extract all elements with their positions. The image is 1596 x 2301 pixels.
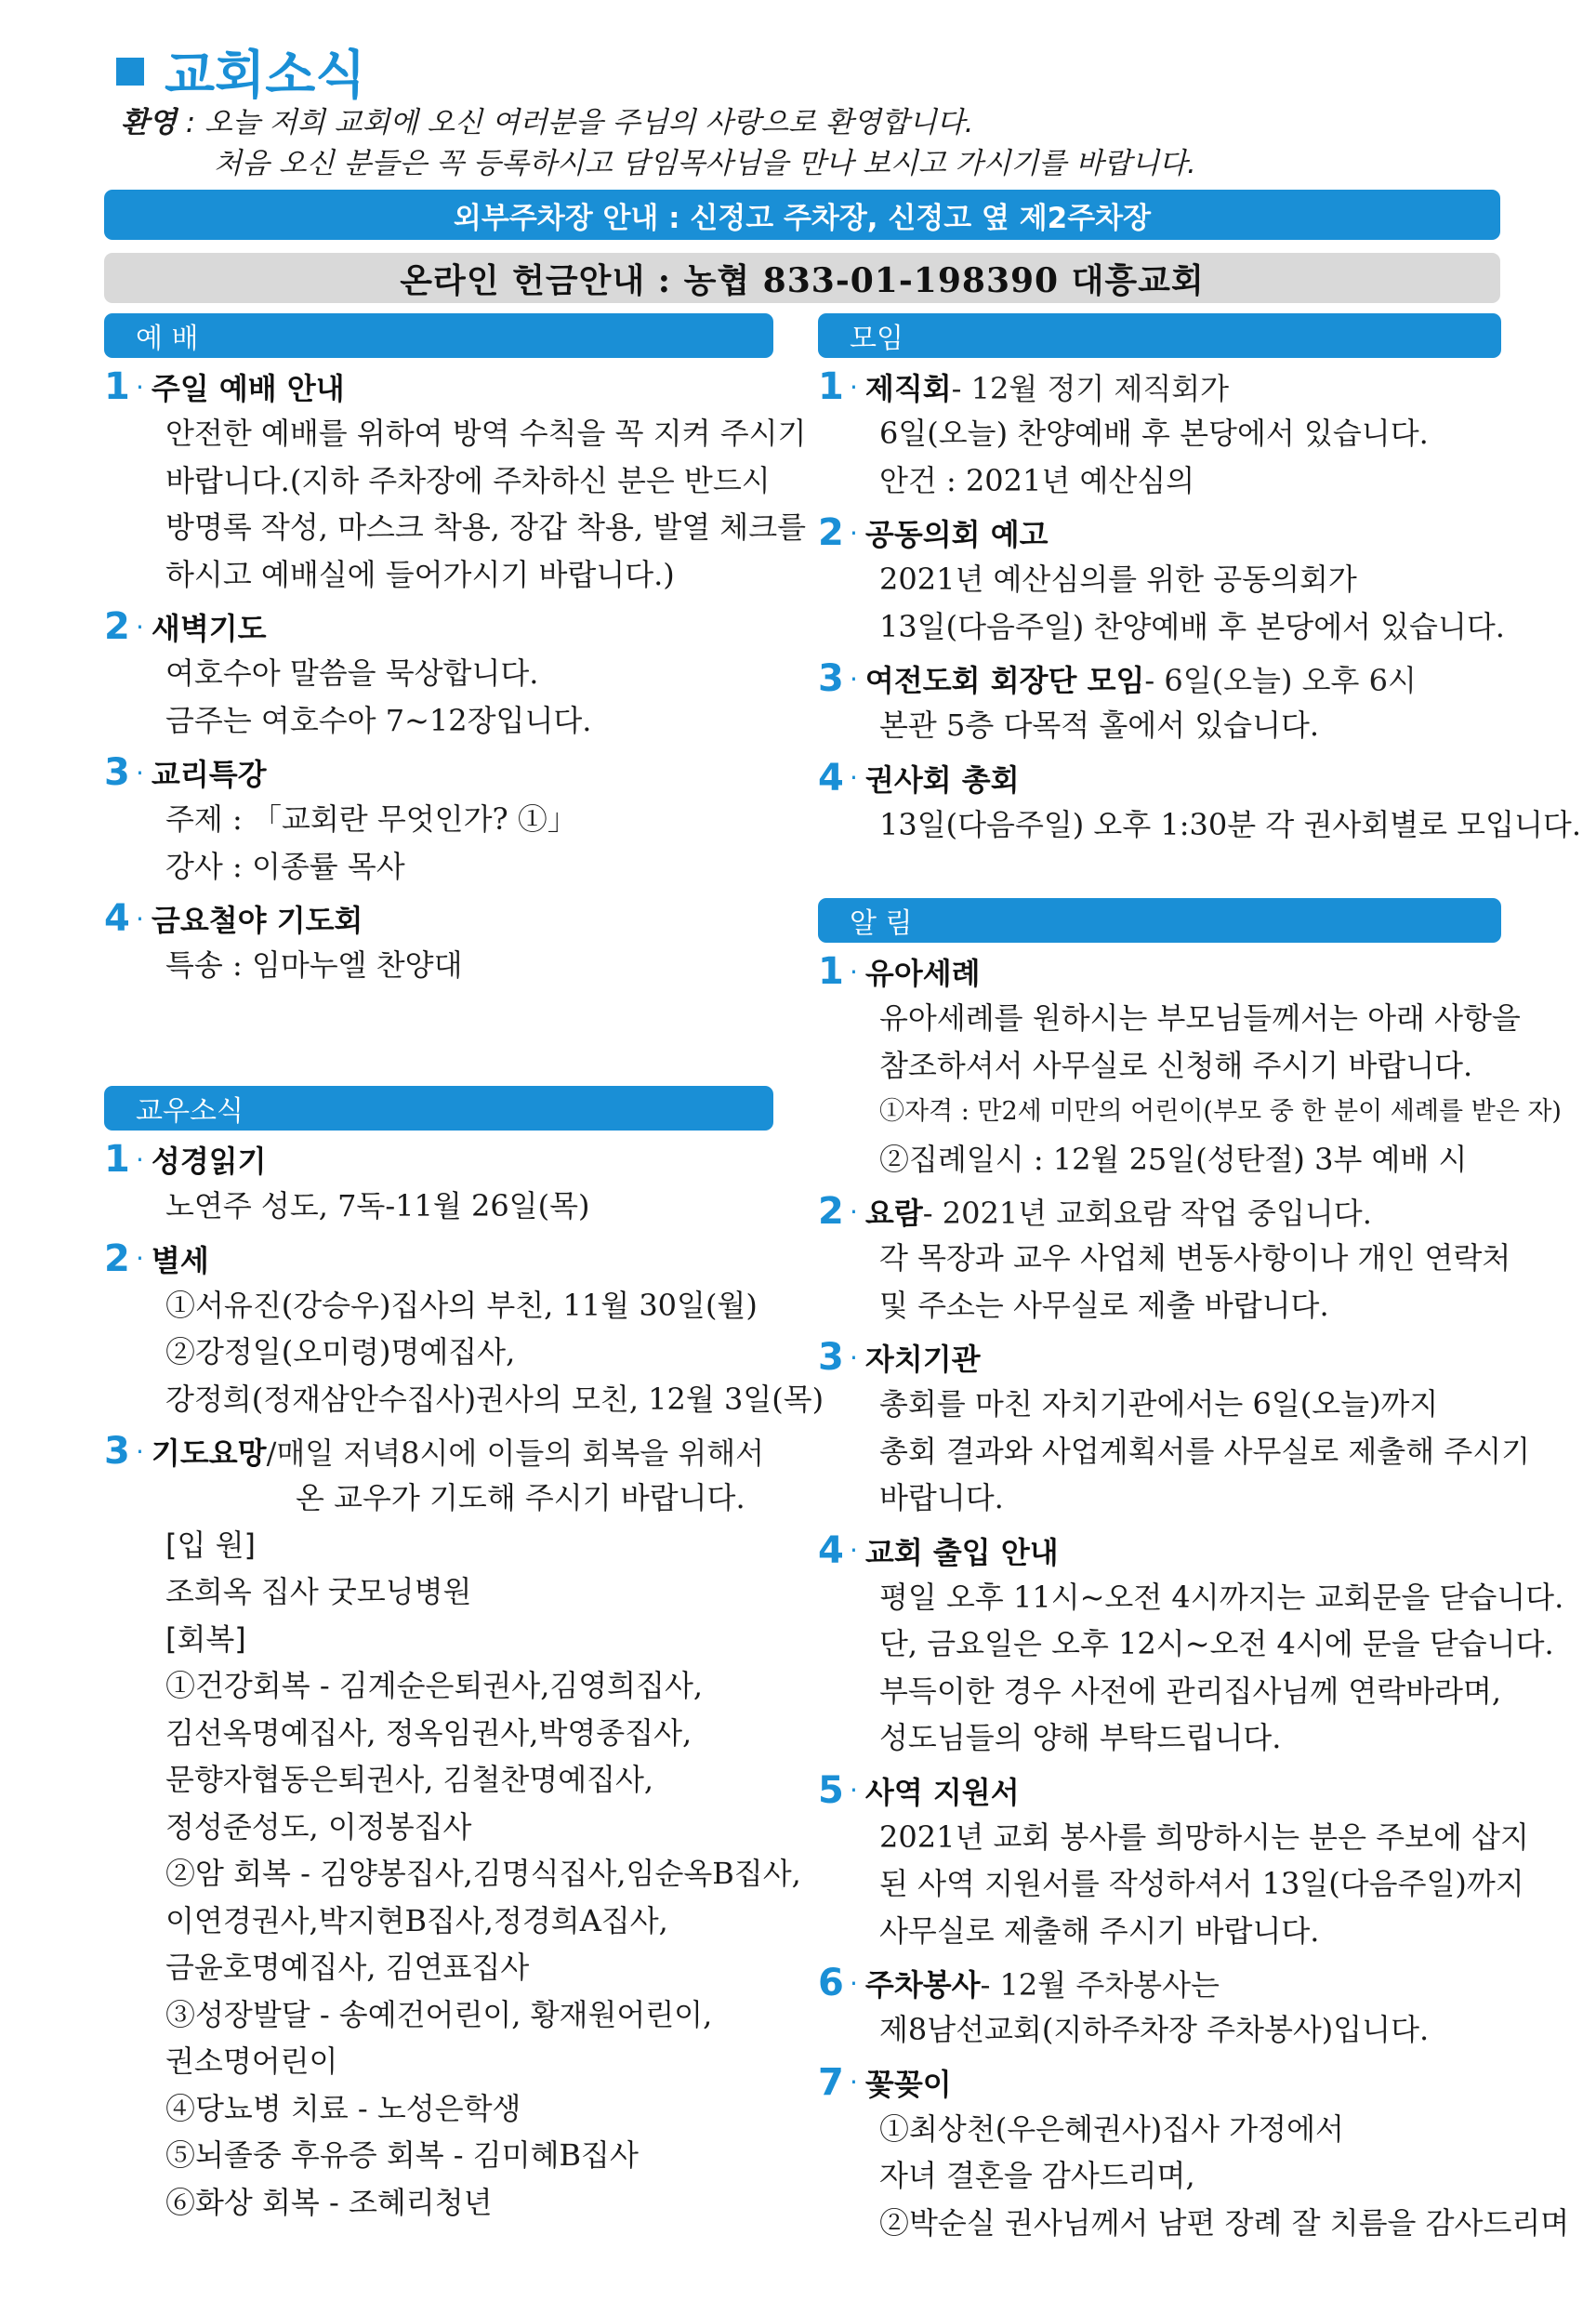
item-line: 총회를 마친 자치기관에서는 6일(오늘)까지 [879,1386,1439,1422]
item-line: 부득이한 경우 사전에 관리집사님께 연락바라며, [879,1673,1502,1709]
bullet-dot-icon: · [850,663,858,694]
item-title: 주일 예배 안내 [151,371,345,406]
item-heading [818,755,1501,801]
item-line: 온 교우가 기도해 주시기 바랍니다. [296,1480,745,1515]
list-item [818,1767,1529,1955]
item-line: ④당뇨병 치료 - 노성은학생 [165,2090,521,2126]
welcome-line-1: : 오늘 저희 교회에 오신 여러분을 주님의 사랑으로 환영합니다. [176,106,974,139]
item-number: 4 [104,897,130,940]
offering-banner: 온라인 헌금안내 : 농협 833-01-198390 대흥교회 [104,253,1500,303]
bullet-dot-icon: · [136,757,144,788]
bullet-dot-icon: · [850,1342,858,1373]
list-item [104,1236,824,1423]
item-line: 강사 : 이종률 목사 [165,848,405,884]
item-line: 안건 : 2021년 예산심의 [879,462,1195,498]
item-title: 여전도회 회장단 모임 [864,663,1145,698]
item-line: 정성준성도, 이정봉집사 [165,1808,472,1845]
item-number: 1 [104,1138,130,1181]
item-number: 2 [104,605,130,648]
bullet-dot-icon: · [850,371,858,403]
item-line: ②집례일시 : 12월 25일(성탄절) 3부 예배 시 [879,1141,1468,1177]
list-item [104,1428,801,2226]
item-line: ①자격 : 만2세 미만의 어린이(부모 중 한 분이 세례를 받은 자) [879,1097,1562,1126]
bullet-dot-icon: · [850,1775,858,1805]
item-title-detail: - 2021년 교회요람 작업 중입니다. [922,1196,1372,1231]
item-title-detail: - 12월 정기 제직회가 [951,371,1230,406]
item-line: 제8남선교회(지하주차장 주차봉사)입니다. [879,2012,1430,2047]
welcome-label: 환영 [121,106,177,139]
item-line: 13일(다음주일) 찬양예배 후 본당에서 있습니다. [879,608,1505,644]
list-item [818,1188,1511,1329]
list-item [104,364,807,598]
list-item [104,603,773,744]
list-item [818,948,1562,1183]
item-line: 참조하셔서 사무실로 신청해 주시기 바랍니다. [879,1047,1473,1083]
item-line: 자녀 결혼을 감사드리며, [879,2158,1195,2193]
bullet-dot-icon: · [136,371,144,403]
item-number: 7 [818,2060,844,2104]
meetings-list [818,364,1581,848]
item-line: 및 주소는 사무실로 제출 바랍니다. [879,1287,1329,1323]
item-heading [104,364,773,410]
item-number: 2 [104,1236,130,1280]
item-heading [818,509,1501,556]
item-title: 별세 [151,1242,209,1278]
item-heading [104,603,773,650]
item-heading [818,1188,1501,1235]
item-line: 사무실로 제출해 주시기 바랍니다. [879,1912,1320,1949]
item-heading [818,1960,1501,2006]
bullet-dot-icon: · [136,1435,144,1467]
bullet-dot-icon: · [850,956,858,987]
item-line: 13일(다음주일) 오후 1:30분 각 권사회별로 모입니다. [879,806,1581,842]
item-line: [입 원] [165,1527,256,1563]
bullet-dot-icon: · [850,1967,858,1999]
list-item [818,509,1505,650]
item-title: 금요철야 기도회 [151,903,363,938]
item-title-detail: - 6일(오늘) 오후 6시 [1144,663,1417,698]
item-line: ③성장발달 - 송예건어린이, 황재원어린이, [165,1996,713,2032]
notices-list [818,948,1570,2246]
item-line: ②암 회복 - 김양봉집사,김명식집사,임순옥B집사, [165,1856,801,1891]
item-line: ②강정일(오미령)명예집사, [165,1334,516,1369]
list-item [104,749,773,890]
item-line: ①건강회복 - 김계순은퇴권사,김영희집사, [165,1668,704,1703]
item-heading [104,1136,773,1183]
item-number: 2 [818,511,844,554]
item-line: 바랍니다. [879,1480,1004,1515]
page-title: 교회소식 [165,46,366,106]
item-title: 자치기관 [864,1342,981,1377]
item-title: 유아세례 [864,956,981,991]
item-line: ②박순실 권사님께서 남편 장례 잘 치름을 감사드리며 [879,2204,1570,2241]
list-item [818,1334,1531,1522]
welcome-message [121,102,1196,184]
list-item [818,2059,1570,2247]
item-title: 교회 출입 안내 [864,1534,1059,1570]
item-line: 주제 : 「교회란 무엇인가? ①」 [165,801,577,837]
bullet-dot-icon: · [136,611,144,642]
item-number: 6 [818,1962,844,2004]
item-line: 총회 결과와 사업계획서를 사무실로 제출해 주시기 [879,1433,1531,1469]
item-heading [104,1236,773,1282]
item-line: 바랍니다.(지하 주차장에 주차하신 분은 반드시 [165,462,771,498]
item-line: 방명록 작성, 마스크 착용, 장갑 착용, 발열 체크를 [165,509,807,545]
item-line: 본관 5층 다목적 홀에서 있습니다. [879,707,1320,743]
section-header-worship: 예 배 [104,313,773,358]
list-item [104,1136,773,1230]
welcome-line-2: 처음 오신 분들은 꼭 등록하시고 담임목사님을 만나 보시고 가시기를 바랍니다. [214,147,1196,180]
item-line: 단, 금요일은 오후 12시~오전 4시에 문을 닫습니다. [879,1626,1554,1661]
item-number: 1 [104,365,130,408]
bullet-dot-icon: · [136,1144,144,1175]
item-heading [818,948,1501,995]
item-heading [818,364,1501,410]
item-line: ①최상천(우은혜권사)집사 가정에서 [879,2110,1344,2147]
item-title: 주차봉사 [864,1967,981,2003]
list-item [818,364,1501,504]
item-line: 6일(오늘) 찬양예배 후 본당에서 있습니다. [879,416,1429,451]
item-line: 여호수아 말씀을 묵상합니다. [165,655,539,691]
item-line: 2021년 예산심의를 위한 공동의회가 [879,562,1357,597]
list-item [818,1527,1564,1762]
members-list [104,1136,824,2226]
item-title-detail: - 12월 주차봉사는 [980,1967,1220,2003]
item-title-detail: /매일 저녁8시에 이들의 회복을 위해서 [266,1435,765,1471]
item-line: 안전한 예배를 위하여 방역 수칙을 꼭 지켜 주시기 [165,416,807,451]
item-heading [818,1527,1501,1574]
bullet-dot-icon: · [850,762,858,793]
bullet-dot-icon: · [850,2067,858,2097]
item-line: ⑥화상 회복 - 조혜리청년 [165,2184,493,2220]
item-heading [104,895,773,942]
item-heading [818,1334,1501,1381]
square-bullet-icon [116,58,144,86]
item-title: 권사회 총회 [864,761,1020,798]
item-line: ⑤뇌졸중 후유증 회복 - 김미혜B집사 [165,2137,639,2173]
section-header-notices: 알 림 [818,898,1501,943]
item-heading [818,1767,1501,1814]
item-number: 3 [104,751,130,794]
section-header-members: 교우소식 [104,1086,773,1131]
section-header-meetings: 모임 [818,313,1501,358]
bullet-dot-icon: · [850,517,858,549]
item-line: 금주는 여호수아 7~12장입니다. [165,702,592,738]
item-line: 유아세례를 원하시는 부모님들께서는 아래 사항을 [879,1000,1521,1036]
page-header [116,39,365,104]
item-line: 평일 오후 11시~오전 4시까지는 교회문을 닫습니다. [879,1579,1564,1615]
item-number: 3 [818,1336,844,1379]
item-title: 요람 [864,1196,923,1231]
item-number: 1 [818,365,844,408]
item-line: 강정희(정재삼안수집사)권사의 모친, 12월 3일(목) [165,1381,824,1417]
parking-banner: 외부주차장 안내 : 신정고 주차장, 신정고 옆 제2주차장 [104,190,1500,240]
members-column [104,1086,824,2226]
item-number: 1 [818,950,844,993]
item-line: 노연주 성도, 7독-11월 26일(목) [165,1188,590,1223]
item-title: 꽃꽂이 [864,2066,952,2102]
item-line: 문향자협동은퇴권사, 김철찬명예집사, [165,1762,654,1797]
item-number: 4 [818,756,844,800]
item-title: 제직회 [864,371,952,406]
item-line: 이연경권사,박지현B집사,정경희A집사, [165,1902,668,1938]
item-title: 사역 지원서 [864,1774,1020,1810]
item-line: 2021년 교회 봉사를 희망하시는 분은 주보에 삽지 [879,1818,1529,1855]
item-number: 3 [818,657,844,700]
item-line: 특송 : 임마누엘 찬양대 [165,947,463,983]
list-item [818,655,1501,749]
bullet-dot-icon: · [850,1535,858,1566]
item-line: ①서유진(강승우)집사의 부친, 11월 30일(월) [165,1287,758,1323]
item-line: 김선옥명예집사, 정옥임권사,박영종집사, [165,1714,692,1751]
item-heading [104,749,773,796]
list-item [818,755,1581,849]
item-title: 기도요망 [151,1435,267,1471]
item-heading [818,655,1501,702]
bullet-dot-icon: · [850,1196,858,1227]
item-title: 교리특강 [151,757,267,792]
item-line: 된 사역 지원서를 작성하셔서 13일(다음주일)까지 [879,1866,1524,1901]
item-title: 공동의회 예고 [864,517,1049,552]
item-line: 각 목장과 교우 사업체 변동사항이나 개인 연락처 [879,1240,1511,1276]
meetings-column [818,313,1581,848]
item-heading [104,1428,773,1474]
item-number: 3 [104,1430,130,1473]
bullet-dot-icon: · [136,1243,144,1274]
item-number: 4 [818,1528,844,1572]
item-line: 조희옥 집사 굿모닝병원 [165,1574,472,1609]
bullet-dot-icon: · [136,903,144,934]
item-line: 금윤호명예집사, 김연표집사 [165,1950,530,1985]
item-line: 하시고 예배실에 들어가시기 바랍니다.) [165,556,675,592]
list-item [818,1960,1501,2054]
item-number: 2 [818,1190,844,1233]
item-title: 성경읽기 [151,1144,267,1179]
item-line: [회복] [165,1620,246,1657]
item-heading [818,2059,1501,2106]
item-line: 권소명어린이 [165,2043,338,2079]
item-number: 5 [818,1768,844,1812]
worship-list [104,364,807,989]
list-item [104,895,773,989]
item-title: 새벽기도 [151,611,267,646]
notices-column [818,898,1570,2246]
worship-column [104,313,807,989]
item-line: 성도님들의 양해 부탁드립니다. [879,1720,1282,1755]
